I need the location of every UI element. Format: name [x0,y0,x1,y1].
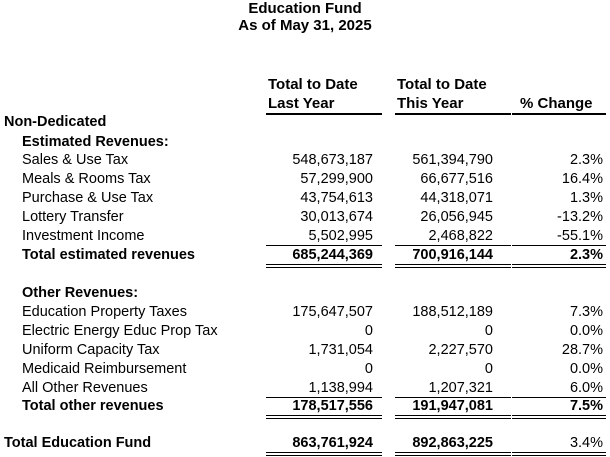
col-this-year-underline [395,113,511,115]
total-rule-last-b [266,267,382,268]
row-last-year: 548,673,187 [292,152,373,168]
row-this-year: 561,394,790 [412,152,493,168]
row-label: Investment Income [22,228,145,244]
grand-total-pct: 3.4% [569,435,603,451]
col-this-year-line1: Total to Date [397,76,487,93]
col-pct-underline [512,113,606,115]
estimated-total-this: 700,916,144 [412,247,493,263]
row-last-year: 0 [364,361,373,377]
row-last-year: 5,502,995 [308,228,373,244]
row-last-year: 1,138,994 [308,380,373,396]
grand-rule-pct-b [512,455,606,456]
grand-rule-last-b [266,455,382,456]
row-pct: 0.0% [569,361,603,377]
row-last-year: 175,647,507 [292,304,373,320]
total-rule-pct-b [512,267,606,268]
row-label: Purchase & Use Tax [22,190,154,206]
row-pct: 7.3% [569,304,603,320]
row-label: All Other Revenues [22,380,148,396]
row-pct: 6.0% [569,380,603,396]
row-label: Sales & Use Tax [22,152,129,168]
col-pct-change: % Change [520,95,593,112]
row-pct: 1.3% [569,190,603,206]
row-this-year: 188,512,189 [412,304,493,320]
row-pct: 28.7% [561,342,603,358]
estimated-revenues-header: Estimated Revenues: [22,134,169,150]
section-non-dedicated: Non-Dedicated [4,114,107,130]
col-this-year-line2: This Year [397,95,464,112]
row-last-year: 1,731,054 [308,342,373,358]
row-pct: 2.3% [569,152,603,168]
grand-rule-this-b [395,455,511,456]
row-pct: 0.0% [569,323,603,339]
row-this-year: 26,056,945 [420,209,493,225]
row-this-year: 0 [484,361,493,377]
row-label: Meals & Rooms Tax [22,171,151,187]
other-total-pct: 7.5% [569,398,603,414]
row-pct: -13.2% [557,209,603,225]
col-last-year-underline [266,113,382,115]
row-this-year: 1,207,321 [428,380,493,396]
other-total-rule-pct-a [512,415,606,416]
estimated-total-pct: 2.3% [569,247,603,263]
report-title: Education Fund [248,0,362,17]
row-this-year: 66,677,516 [420,171,493,187]
row-pct: -55.1% [557,228,603,244]
estimated-total-last: 685,244,369 [292,247,373,263]
row-label: Uniform Capacity Tax [22,342,160,358]
row-this-year: 2,227,570 [428,342,493,358]
grand-total-label: Total Education Fund [4,435,152,451]
row-label: Medicaid Reimbursement [22,361,187,377]
row-label: Electric Energy Educ Prop Tax [22,323,218,339]
other-total-last: 178,517,556 [292,398,373,414]
other-total-this: 191,947,081 [412,398,493,414]
total-rule-pct-a [512,264,606,265]
report-subtitle: As of May 31, 2025 [238,17,372,34]
row-last-year: 0 [364,323,373,339]
grand-rule-this-a [395,452,511,453]
row-last-year: 43,754,613 [300,190,373,206]
other-total-rule-this-b [395,418,511,419]
row-label: Lottery Transfer [22,209,124,225]
other-total-rule-last-a [266,415,382,416]
estimated-total-label: Total estimated revenues [22,247,195,263]
other-total-rule-pct-b [512,418,606,419]
row-this-year: 2,468,822 [428,228,493,244]
total-rule-last-a [266,264,382,265]
other-total-rule-last-b [266,418,382,419]
other-total-label: Total other revenues [22,398,164,414]
row-pct: 16.4% [561,171,603,187]
other-total-rule-this-a [395,415,511,416]
total-rule-this-b [395,267,511,268]
row-last-year: 30,013,674 [300,209,373,225]
other-revenues-header: Other Revenues: [22,285,139,301]
col-last-year-line2: Last Year [268,95,335,112]
row-last-year: 57,299,900 [300,171,373,187]
col-last-year-line1: Total to Date [268,76,358,93]
row-this-year: 0 [484,323,493,339]
row-label: Education Property Taxes [22,304,187,320]
grand-total-last: 863,761,924 [292,435,373,451]
grand-rule-pct-a [512,452,606,453]
grand-rule-last-a [266,452,382,453]
total-rule-this-a [395,264,511,265]
row-this-year: 44,318,071 [420,190,493,206]
grand-total-this: 892,863,225 [412,435,493,451]
